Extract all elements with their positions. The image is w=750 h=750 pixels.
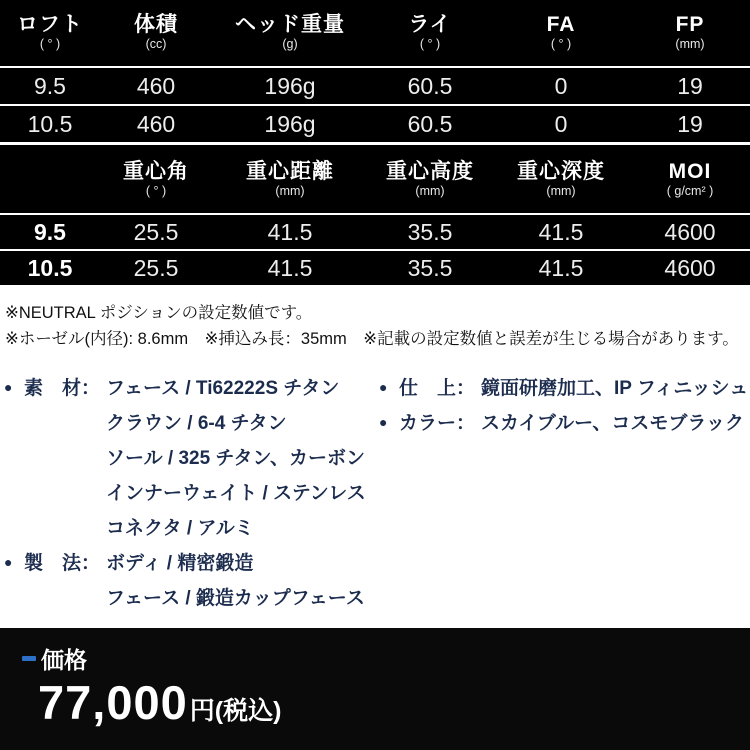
- column-label: 重心角: [123, 160, 189, 184]
- details-section: [0, 369, 750, 614]
- price-label: 価格: [41, 646, 87, 673]
- detail-line: [0, 509, 375, 544]
- detail-line: [0, 474, 375, 509]
- detail-value: コネクタ / アルミ: [106, 518, 254, 540]
- column-unit: ( g/cm² ): [666, 184, 714, 199]
- column-label: FP: [675, 13, 705, 37]
- column-header-volume: [100, 14, 212, 51]
- price-label-row: [22, 645, 750, 671]
- cell-loft-label: 9.5: [34, 218, 66, 245]
- detail-value: フェース / Ti62222S チタン: [106, 378, 340, 400]
- cell-cg-angle: 25.5: [133, 254, 179, 281]
- column-header-fp: [630, 14, 750, 51]
- price-bar: [0, 628, 750, 750]
- column-unit: (mm): [275, 184, 305, 199]
- notes-section: [5, 301, 750, 352]
- cell-lie: 60.5: [407, 72, 453, 99]
- column-unit: (mm): [546, 184, 576, 199]
- table-row: [0, 68, 750, 104]
- detail-line-color: [375, 404, 750, 439]
- cell-fp: 19: [677, 110, 703, 137]
- cell-fa: 0: [554, 110, 568, 137]
- column-label: FA: [546, 13, 576, 37]
- column-label: 重心距離: [246, 160, 334, 184]
- cell-head-weight: 196g: [264, 110, 316, 137]
- detail-label: 仕 上：: [399, 378, 476, 400]
- column-header-loft: [0, 14, 100, 51]
- detail-label: カラー：: [399, 413, 476, 435]
- spec-table-loft: [0, 0, 750, 145]
- note-line: ※NEUTRAL ポジションの設定数値です。: [5, 304, 313, 322]
- spec-table-cg-header: [0, 145, 750, 213]
- cell-loft: 10.5: [27, 110, 73, 137]
- column-unit: (g): [282, 37, 298, 52]
- column-label: 体積: [134, 13, 178, 37]
- details-left-column: [0, 369, 375, 614]
- price-amount: 77,000: [38, 676, 188, 729]
- cell-volume: 460: [136, 110, 176, 137]
- column-label: ライ: [408, 13, 452, 37]
- table-row: [0, 251, 750, 285]
- column-label: 重心高度: [386, 160, 474, 184]
- cell-cg-height: 35.5: [407, 218, 453, 245]
- column-unit: ( ° ): [419, 37, 441, 52]
- cell-cg-depth: 41.5: [538, 254, 584, 281]
- column-label: MOI: [668, 160, 712, 184]
- column-header-fa: [492, 14, 630, 51]
- detail-line-finish: [375, 369, 750, 404]
- column-header-head-weight: [212, 14, 368, 51]
- accent-dash-icon: [22, 656, 36, 661]
- column-header-lie: [368, 14, 492, 51]
- cell-moi: 4600: [664, 218, 716, 245]
- detail-value: ボディ / 精密鍛造: [106, 553, 254, 575]
- column-header-cg-height: [368, 161, 492, 198]
- cell-cg-angle: 25.5: [133, 218, 179, 245]
- detail-line-material: [0, 369, 375, 404]
- column-unit: ( ° ): [145, 184, 167, 199]
- cell-moi: 4600: [664, 254, 716, 281]
- detail-value: スカイブルー、コスモブラック: [481, 413, 744, 435]
- column-header-cg-distance: [212, 161, 368, 198]
- note-line: ※ホーゼル(内径): 8.6mm ※挿込み長：35mm ※記載の設定数値と誤差が生じる場合があります。: [5, 329, 739, 348]
- column-unit: (mm): [675, 37, 705, 52]
- spec-tables-section: [0, 0, 750, 285]
- column-header-cg-depth: [492, 161, 630, 198]
- column-header-moi: [630, 161, 750, 198]
- bullet-icon: ●: [4, 378, 13, 395]
- cell-cg-depth: 41.5: [538, 218, 584, 245]
- cell-fa: 0: [554, 72, 568, 99]
- detail-line-method: [0, 544, 375, 579]
- column-unit: ( ° ): [550, 37, 572, 52]
- detail-line: [0, 404, 375, 439]
- cell-lie: 60.5: [407, 110, 453, 137]
- column-label: 重心深度: [517, 160, 605, 184]
- cell-volume: 460: [136, 72, 176, 99]
- cell-cg-distance: 41.5: [267, 218, 313, 245]
- spec-table-cg: [0, 145, 750, 285]
- spec-table-loft-header: [0, 0, 750, 66]
- details-right-column: [375, 369, 750, 614]
- column-unit: ( ° ): [39, 37, 61, 52]
- column-unit: (cc): [145, 37, 167, 52]
- column-header-empty: [0, 179, 100, 181]
- detail-label: 製 法：: [24, 553, 101, 575]
- detail-label: 素 材：: [24, 378, 101, 400]
- price-suffix: 円(税込): [189, 697, 282, 725]
- column-label: ヘッド重量: [235, 13, 345, 37]
- detail-value: 鏡面研磨加工、IP フィニッシュ: [481, 378, 749, 400]
- table-row: [0, 106, 750, 142]
- detail-line: [0, 439, 375, 474]
- detail-value: クラウン / 6-4 チタン: [106, 413, 287, 435]
- cell-head-weight: 196g: [264, 72, 316, 99]
- detail-line: [0, 579, 375, 614]
- bullet-icon: ●: [379, 378, 388, 395]
- bullet-icon: ●: [4, 553, 13, 570]
- bullet-icon: ●: [379, 413, 388, 430]
- cell-cg-distance: 41.5: [267, 254, 313, 281]
- column-unit: (mm): [415, 184, 445, 199]
- cell-cg-height: 35.5: [407, 254, 453, 281]
- cell-fp: 19: [677, 72, 703, 99]
- price-amount-row: [38, 675, 750, 730]
- detail-value: インナーウェイト / ステンレス: [106, 483, 366, 505]
- cell-loft-label: 10.5: [27, 254, 73, 281]
- cell-loft: 9.5: [34, 72, 66, 99]
- column-header-cg-angle: [100, 161, 212, 198]
- detail-value: ソール / 325 チタン、カーボン: [106, 448, 365, 470]
- detail-value: フェース / 鍛造カップフェース: [106, 588, 365, 610]
- table-row: [0, 215, 750, 249]
- column-label: ロフト: [17, 13, 83, 37]
